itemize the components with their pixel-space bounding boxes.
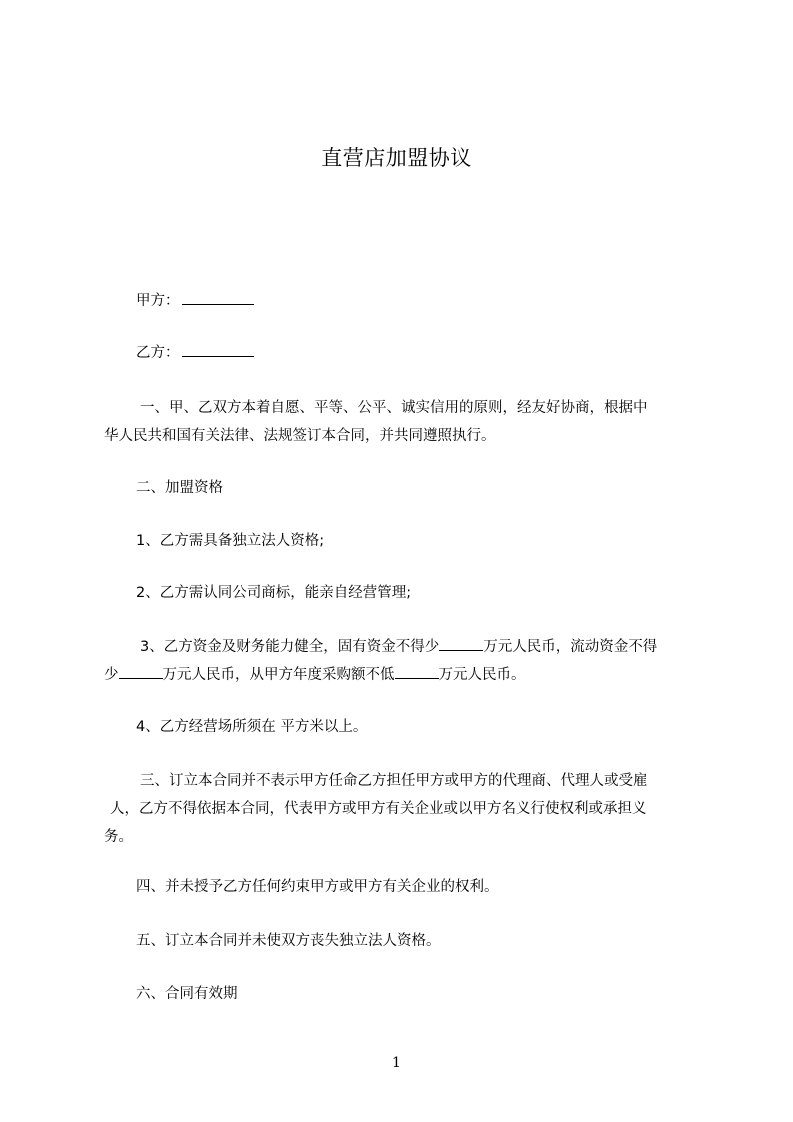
item-3-text-a: 3、乙方资金及财务能力健全，固有资金不得少 xyxy=(140,639,440,655)
item-3-line-2 xyxy=(104,661,714,689)
item-1: 1、乙方需具备独立法人资格; xyxy=(136,533,325,549)
party-a-blank xyxy=(182,290,254,305)
clause-1-line-2: 华人民共和国有关法律、法规签订本合同，并共同遵照执行。 xyxy=(104,428,496,444)
working-capital-blank xyxy=(119,664,163,679)
clause-1 xyxy=(104,394,714,450)
party-a-line xyxy=(104,287,746,315)
item-3-text-c: 少 xyxy=(104,667,119,683)
clause-6-heading: 六、合同有效期 xyxy=(136,986,238,1002)
party-b-label: 乙方： xyxy=(136,345,180,361)
purchase-amount-blank xyxy=(395,664,439,679)
clause-3-line-1: 三、订立本合同并不表示甲方任命乙方担任甲方或甲方的代理商、代理人或受雇 xyxy=(140,773,648,789)
party-b-blank xyxy=(182,342,254,357)
party-a-label: 甲方： xyxy=(136,293,180,309)
clause-3-line-3: 务。 xyxy=(104,829,133,845)
page-number: 1 xyxy=(392,1055,401,1071)
clause-3-line-2: 人，乙方不得依据本合同，代表甲方或甲方有关企业或以甲方名义行使权利或承担义 xyxy=(110,801,647,817)
item-2: 2、乙方需认同公司商标，能亲自经营管理; xyxy=(136,585,412,601)
item-3-text-b: 万元人民币，流动资金不得 xyxy=(483,639,658,655)
clause-1-line-1: 一、甲、乙双方本着自愿、平等、公平、诚实信用的原则，经友好协商，根据中 xyxy=(140,400,648,416)
item-3-text-d: 万元人民币，从甲方年度采购额不低 xyxy=(162,667,395,683)
item-3-line-1 xyxy=(104,633,714,661)
item-3 xyxy=(104,633,714,689)
item-3-text-e: 万元人民币。 xyxy=(438,667,526,683)
clause-4: 四、并未授予乙方任何约束甲方或甲方有关企业的权利。 xyxy=(136,879,499,895)
item-4: 4、乙方经营场所须在 平方米以上。 xyxy=(136,719,368,735)
fixed-capital-blank xyxy=(439,636,483,651)
clause-3 xyxy=(104,767,714,851)
clause-2-heading: 二、加盟资格 xyxy=(136,480,223,496)
document-title: 直营店加盟协议 xyxy=(321,146,472,170)
clause-5: 五、订立本合同并未使双方丧失独立法人资格。 xyxy=(136,933,441,949)
party-b-line xyxy=(104,339,746,367)
